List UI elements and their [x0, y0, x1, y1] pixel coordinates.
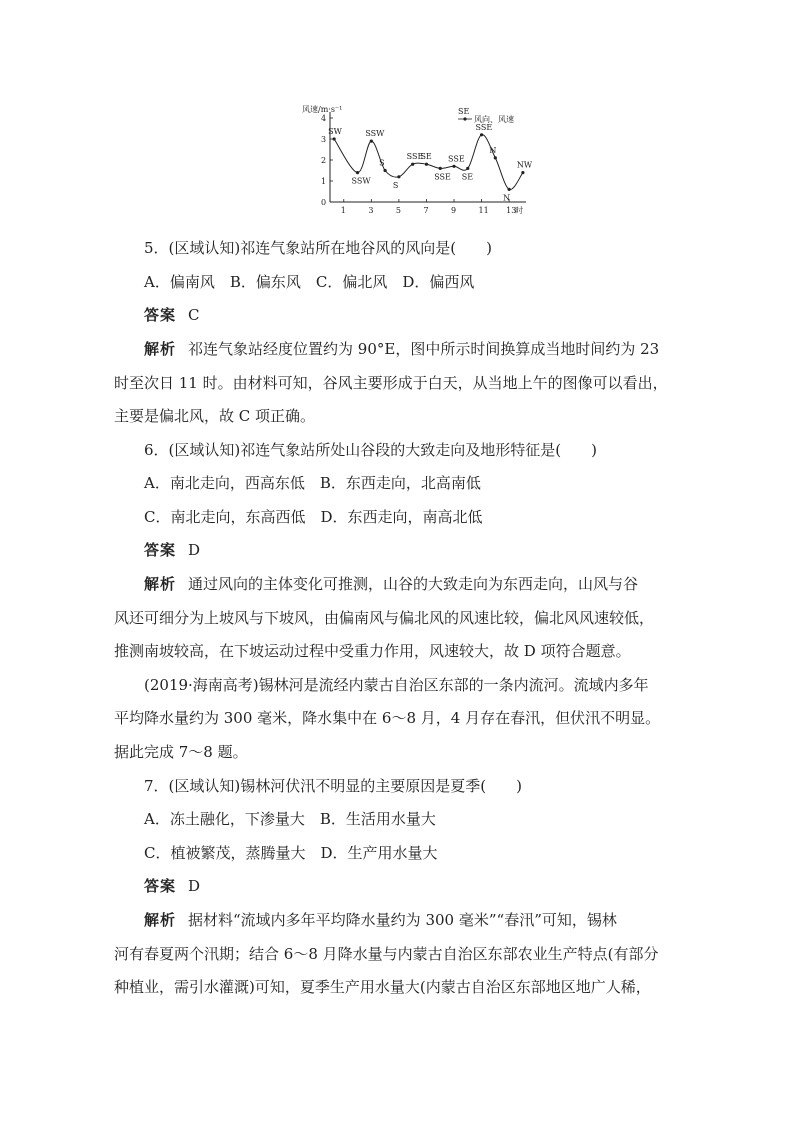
q5-answer: C: [188, 306, 200, 324]
wind-point: [397, 175, 400, 178]
wind-direction-label: SSE: [406, 152, 424, 162]
x-tick-label: 9: [451, 206, 457, 215]
q5-analysis-1: [144, 339, 659, 359]
answer-label: 答案: [144, 306, 177, 324]
wind-direction-label: SSW: [365, 129, 385, 139]
material-2: 平均降水量约为 300 毫米，降水集中在 6～8 月，4 月存在春汛，但伏汛不明显。: [114, 709, 661, 727]
x-tick-label: 5: [395, 206, 401, 215]
legend-point: [463, 117, 466, 120]
wind-point: [439, 167, 442, 170]
q6-analysis-text-1: 通过风向的主体变化可推测，山谷的大致走向为东西走向，山风与谷: [188, 575, 639, 593]
material-1: (2019·海南高考)锡林河是流经内蒙古自治区东部的一条内流河。流域内多年: [144, 676, 649, 694]
x-tick-label: 3: [368, 206, 374, 215]
wind-point: [356, 171, 359, 174]
q5-analysis-2: 时至次日 11 时。由材料可知，谷风主要形成于白天，从当地上午的图像可以看出，: [114, 374, 668, 392]
wind-point: [508, 188, 511, 191]
y-tick-label: 4: [321, 114, 327, 123]
wind-direction-label: S: [379, 158, 385, 168]
wind-point: [425, 163, 428, 166]
q7-analysis-3: 种植业，需引水灌溉)可知，夏季生产用水量大(内蒙古自治区东部地区地广人稀，: [114, 978, 651, 996]
q7-answer-line: [144, 876, 200, 896]
q5-answer-line: [144, 305, 200, 325]
wind-point: [333, 137, 336, 140]
q6-options-1: A．南北走向，西高东低 B．东西走向，北高南低: [144, 474, 481, 492]
wind-point: [521, 171, 524, 174]
legend-direction: SE: [458, 107, 470, 116]
wind-chart: [300, 100, 533, 222]
q6-options-2: C．南北走向，东高西低 D．东西走向，南高北低: [144, 508, 483, 526]
q7-analysis-2: 河有春夏两个汛期；结合 6～8 月降水量与内蒙古自治区东部农业生产特点(有部分: [114, 945, 659, 963]
q6-analysis-1: [144, 574, 638, 594]
q5-options: A．偏南风 B．偏东风 C．偏北风 D．偏西风: [144, 273, 475, 291]
q5-stem: 5．(区域认知)祁连气象站所在地谷风的风向是( ): [144, 239, 492, 257]
wind-direction-label: SE: [461, 172, 474, 182]
q6-answer: D: [188, 541, 201, 559]
x-tick-label: 13: [506, 206, 517, 215]
wind-point: [466, 167, 469, 170]
q7-analysis-text-1: 据材料“流域内多年平均降水量约为 300 毫米”“春汛”可知，锡林: [188, 911, 617, 929]
legend-text: 风向、风速: [474, 115, 514, 124]
y-tick-label: 2: [321, 156, 327, 165]
wind-direction-label: SSE: [448, 154, 465, 164]
wind-direction-label: N: [489, 145, 497, 155]
wind-direction-label: SSE: [434, 172, 451, 182]
q7-analysis-1: [144, 910, 617, 930]
q7-stem: 7．(区域认知)锡林河伏汛不明显的主要原因是夏季( ): [144, 777, 522, 795]
q5-analysis-3: 主要是偏北风，故 C 项正确。: [114, 407, 316, 425]
q6-stem: 6．(区域认知)祁连气象站所处山谷段的大致走向及地形特征是( ): [144, 441, 597, 459]
q6-analysis-2: 风还可细分为上坡风与下坡风，由偏南风与偏北风的风速比较，偏北风风速较低，: [114, 609, 655, 627]
y-tick-label: 3: [321, 135, 327, 144]
wind-point: [411, 163, 414, 166]
wind-point: [480, 133, 483, 136]
y-tick-label: 0: [321, 198, 327, 207]
q5-analysis-text-1: 祁连气象站经度位置约为 90°E，图中所示时间换算成当地时间约为 23: [188, 340, 660, 358]
x-tick-label: 1: [340, 206, 346, 215]
wind-point: [494, 156, 497, 159]
analysis-label: 解析: [144, 340, 177, 358]
wind-direction-label: SSW: [351, 176, 371, 186]
q7-options-1: A．冻土融化，下渗量大 B．生活用水量大: [144, 810, 436, 828]
answer-label: 答案: [144, 877, 177, 895]
q7-options-2: C．植被繁茂，蒸腾量大 D．生产用水量大: [144, 844, 438, 862]
y-tick-label: 1: [321, 177, 327, 186]
x-tick-label: 7: [423, 206, 429, 215]
wind-point: [384, 169, 387, 172]
material-3: 据此完成 7～8 题。: [114, 743, 248, 761]
wind-direction-label: SW: [328, 127, 342, 136]
wind-direction-label: NW: [516, 160, 533, 170]
wind-point: [452, 165, 455, 168]
wind-direction-label: SSE: [475, 122, 493, 132]
analysis-label: 解析: [144, 911, 177, 929]
wind-direction-label: SE: [420, 152, 432, 162]
wind-chart-svg: [300, 100, 533, 222]
q6-analysis-3: 推测南坡较高，在下坡运动过程中受重力作用，风速较大，故 D 项符合题意。: [114, 642, 631, 660]
wind-direction-label: N: [503, 193, 511, 203]
y-axis-label: 风速/m·s⁻¹: [302, 105, 343, 114]
q6-answer-line: [144, 540, 200, 560]
x-tick-label: 11: [478, 206, 489, 215]
wind-point: [370, 140, 373, 143]
answer-label: 答案: [144, 541, 177, 559]
analysis-label: 解析: [144, 575, 177, 593]
q7-answer: D: [188, 877, 201, 895]
x-axis-label: 时: [515, 206, 524, 215]
wind-direction-label: S: [392, 180, 399, 190]
